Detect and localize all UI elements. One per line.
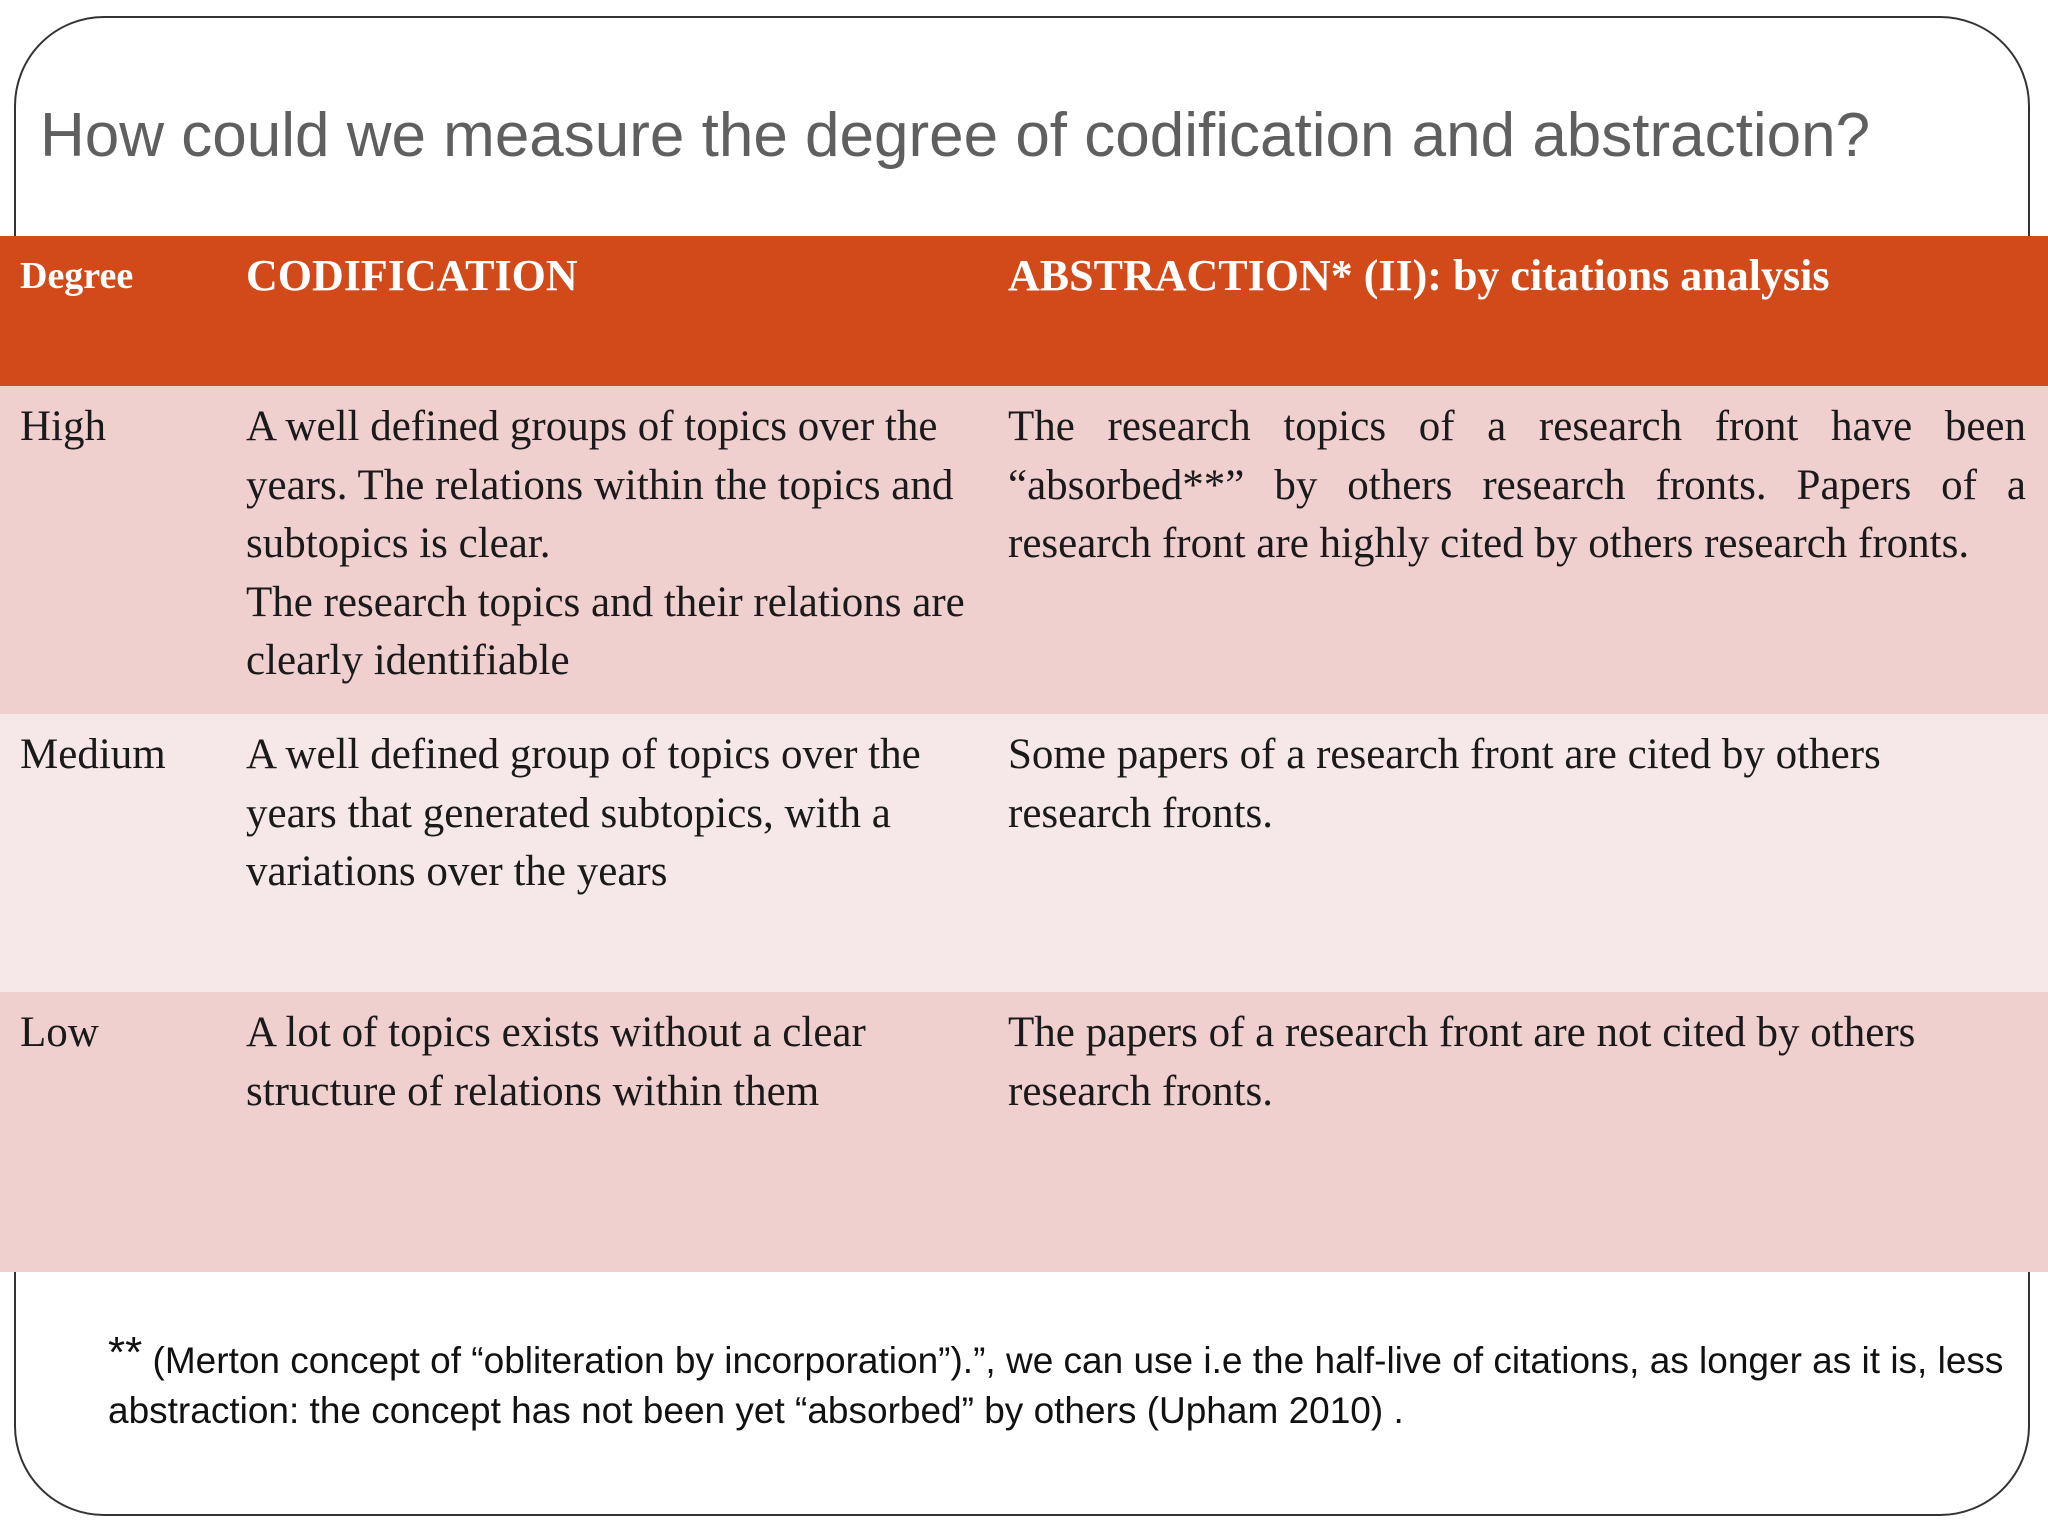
codification-medium: A well defined group of topics over the years that generated subtopics, with a variations over the years xyxy=(246,731,921,895)
degree-table xyxy=(0,236,2048,1272)
degree-medium: Medium xyxy=(20,731,166,778)
table-header-row xyxy=(0,236,2048,386)
abstraction-low: The papers of a research front are not cited by others research fronts. xyxy=(1008,1009,1916,1115)
degree-high: High xyxy=(20,403,106,450)
codification-low: A lot of topics exists without a clear structure of relations within them xyxy=(246,1009,866,1115)
codification-high-line-2: The research topics and their relations are clearly identifiable xyxy=(246,578,965,684)
footnote xyxy=(108,1328,2008,1436)
slide-title: How could we measure the degree of codification and abstraction? xyxy=(40,101,1871,170)
degree-low: Low xyxy=(20,1009,99,1056)
codification-high xyxy=(246,386,1008,714)
abstraction-medium: Some papers of a research front are cited by others research fronts. xyxy=(1008,731,1881,837)
codification-high-line-1: A well defined groups of topics over the years. The relations within the topics and subtopics is clear. xyxy=(246,403,954,567)
header-degree: Degree xyxy=(20,255,134,297)
footnote-marker: ** xyxy=(108,1328,143,1377)
header-codification: CODIFICATION xyxy=(246,251,578,300)
table-row-medium xyxy=(0,714,2048,992)
abstraction-high: The research topics of a research front have been “absorbed**” by others research fronts. Papers of a research front are highly cited by others research fronts. xyxy=(1008,403,2026,567)
header-abstraction: ABSTRACTION* (II): by citations analysis xyxy=(1008,251,1830,300)
footnote-text: (Merton concept of “obliteration by incorporation”).”, we can use i.e the half-live of citations, as longer as it is, less abstraction: the concept has not been yet “absorbed” by others (Upham 2010) . xyxy=(108,1340,2004,1431)
table-row-low xyxy=(0,992,2048,1272)
table-row-high xyxy=(0,386,2048,714)
